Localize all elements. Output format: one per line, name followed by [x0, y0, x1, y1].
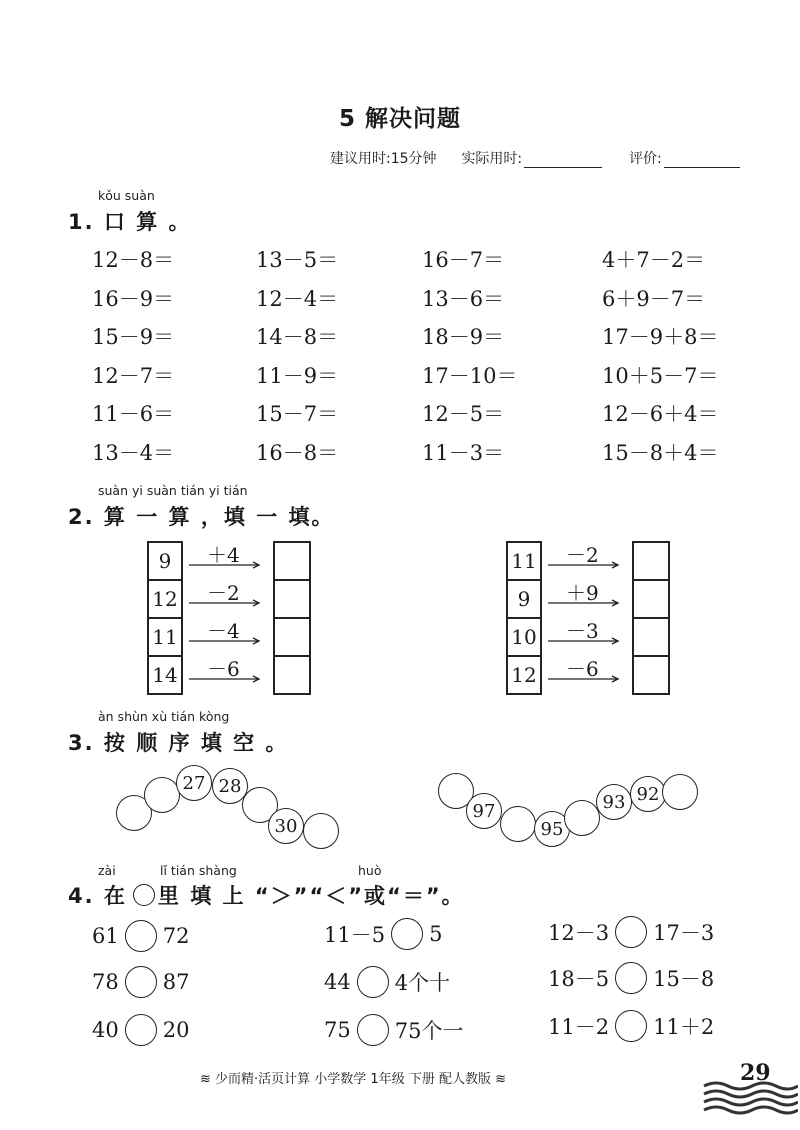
arrow-icon — [189, 675, 265, 683]
compare-circle[interactable] — [125, 966, 157, 998]
operation-label: －4 — [207, 619, 240, 643]
compare-item — [92, 966, 189, 998]
compare-right: 72 — [162, 924, 190, 948]
operation — [189, 655, 265, 693]
circle-icon — [133, 884, 155, 906]
problem-row — [92, 283, 732, 322]
q2-pinyin: suàn yi suàn tián yi tián — [98, 483, 248, 498]
compare-left: 18－5 — [548, 967, 610, 991]
number-circle: 97 — [466, 793, 502, 829]
chain-left — [147, 541, 309, 695]
operation-label: ＋9 — [566, 581, 599, 605]
blank-circle[interactable] — [144, 777, 180, 813]
arrow-icon — [189, 561, 265, 569]
arrow-icon — [548, 599, 624, 607]
input-number: 9 — [149, 543, 181, 581]
problem-row — [92, 244, 732, 283]
problem: 18－9＝ — [422, 325, 505, 349]
problem: 12－8＝ — [92, 248, 175, 272]
compare-right: 5 — [429, 922, 443, 946]
result-column — [273, 541, 311, 695]
q4-heading-start: 4. 在 — [68, 884, 127, 908]
problem-row — [92, 398, 732, 437]
problem: 17－9＋8＝ — [602, 325, 719, 349]
answer-box[interactable] — [275, 619, 309, 657]
q1-heading: 1. 口 算 。 — [68, 210, 192, 234]
compare-circle[interactable] — [357, 966, 389, 998]
answer-box[interactable] — [275, 581, 309, 619]
operation-label: －6 — [207, 657, 240, 681]
compare-left: 44 — [324, 970, 351, 994]
compare-left: 11－2 — [548, 1015, 610, 1039]
q4-pinyin-huo: huò — [358, 863, 382, 878]
operation-label: ＋4 — [207, 543, 240, 567]
number-circle: 28 — [212, 768, 248, 804]
blank-circle[interactable] — [564, 800, 600, 836]
problem: 11－9＝ — [256, 363, 339, 388]
number-circle: 95 — [534, 811, 570, 847]
q4-heading — [68, 880, 465, 910]
arrow-icon — [548, 637, 624, 645]
q4-heading-rest: 里 填 上 “＞”“＜”或“＝”。 — [157, 884, 465, 908]
operation — [548, 541, 624, 579]
input-number: 11 — [508, 543, 540, 581]
blank-circle[interactable] — [662, 774, 698, 810]
operation-label: －2 — [566, 543, 599, 567]
problem: 11－3＝ — [422, 440, 505, 465]
compare-circle[interactable] — [357, 1014, 389, 1046]
actual-time-field[interactable] — [524, 153, 602, 168]
arrow-icon — [548, 561, 624, 569]
operation-label: －3 — [566, 619, 599, 643]
input-number: 12 — [149, 581, 181, 619]
input-number: 10 — [508, 619, 540, 657]
actual-time-label: 实际用时: — [461, 151, 523, 167]
problem: 4＋7－2＝ — [602, 248, 706, 272]
arrow-icon — [189, 599, 265, 607]
compare-left: 11－5 — [324, 923, 386, 947]
operation — [548, 579, 624, 617]
blank-circle[interactable] — [303, 813, 339, 849]
compare-right: 20 — [162, 1018, 190, 1042]
compare-item — [92, 1014, 189, 1046]
mental-math-grid — [92, 244, 732, 475]
compare-item — [324, 918, 442, 950]
input-number: 14 — [152, 663, 178, 687]
problem: 13－4＝ — [92, 440, 175, 465]
answer-box[interactable] — [275, 657, 309, 693]
problem: 17－10＝ — [422, 363, 518, 388]
number-circle: 30 — [268, 808, 304, 844]
result-column — [632, 541, 670, 695]
compare-item — [548, 916, 714, 948]
arrow-icon — [548, 675, 624, 683]
compare-right: 4个十 — [394, 971, 451, 995]
problem: 10＋5－7＝ — [602, 363, 719, 388]
rating-field[interactable] — [664, 153, 740, 168]
operation — [189, 541, 265, 579]
compare-item — [324, 1014, 463, 1046]
compare-left: 75 — [324, 1018, 351, 1042]
compare-item — [324, 966, 450, 998]
q1-pinyin: kǒu suàn — [98, 188, 155, 203]
problem: 12－7＝ — [92, 363, 175, 388]
suggested-time: 建议用时:15分钟 — [330, 151, 437, 167]
q4-pinyin-li: lǐ tián shàng — [160, 863, 237, 878]
compare-item — [548, 1010, 714, 1042]
time-info — [330, 148, 740, 168]
input-number: 9 — [508, 581, 540, 619]
compare-left: 61 — [92, 924, 119, 948]
problem: 15－9＝ — [92, 325, 175, 349]
answer-box[interactable] — [275, 543, 309, 581]
answer-box[interactable] — [634, 657, 668, 693]
problem: 13－5＝ — [256, 248, 339, 272]
footer-text: ≋ 少而精·活页计算 小学数学 1年级 下册 配人教版 ≋ — [200, 1072, 506, 1087]
number-circle: 27 — [176, 765, 212, 801]
q4-pinyin-zai: zài — [98, 863, 116, 878]
problem: 16－9＝ — [92, 286, 175, 311]
page-title: 5 解决问题 — [338, 106, 461, 132]
problem: 16－7＝ — [422, 248, 505, 272]
input-column — [147, 541, 183, 695]
compare-circle[interactable] — [391, 918, 423, 950]
problem-row — [92, 360, 732, 399]
rating-label: 评价: — [629, 151, 662, 167]
compare-right: 87 — [162, 970, 190, 994]
problem: 14－8＝ — [256, 325, 339, 349]
compare-circle[interactable] — [125, 920, 157, 952]
compare-circle[interactable] — [615, 916, 647, 948]
q3-pinyin: àn shùn xù tián kòng — [98, 709, 230, 724]
operation-label: －2 — [207, 581, 240, 605]
compare-right: 11＋2 — [653, 1015, 715, 1039]
chain-right — [506, 541, 668, 695]
problem: 12－4＝ — [256, 286, 339, 311]
compare-circle[interactable] — [615, 1010, 647, 1042]
problem: 12－5＝ — [422, 402, 505, 426]
compare-item — [548, 962, 714, 994]
operation — [189, 617, 265, 655]
operation-label: －6 — [566, 657, 599, 681]
number-circle: 92 — [630, 776, 666, 812]
problem: 12－6＋4＝ — [602, 402, 719, 426]
problem-row — [92, 437, 732, 476]
input-number: 11 — [149, 619, 181, 657]
compare-right: 17－3 — [653, 921, 715, 945]
compare-right: 15－8 — [653, 967, 715, 991]
operation — [548, 655, 624, 693]
operation — [548, 617, 624, 655]
compare-left: 12－3 — [548, 921, 610, 945]
q2-heading: 2. 算 一 算 ，填 一 填。 — [68, 505, 335, 529]
problem: 15－7＝ — [256, 402, 339, 426]
problem: 6＋9－7＝ — [602, 286, 706, 311]
problem: 13－6＝ — [422, 286, 505, 311]
compare-left: 40 — [92, 1018, 119, 1042]
compare-left: 78 — [92, 970, 119, 994]
problem-row — [92, 321, 732, 360]
answer-box[interactable] — [634, 581, 668, 619]
answer-box[interactable] — [634, 619, 668, 657]
number-circle: 93 — [596, 784, 632, 820]
problem: 11－6＝ — [92, 402, 175, 426]
problem: 15－8＋4＝ — [602, 440, 719, 465]
input-number: 12 — [511, 663, 537, 687]
page-number: 29 — [740, 1060, 771, 1086]
compare-item — [92, 920, 189, 952]
answer-box[interactable] — [634, 543, 668, 581]
input-column — [506, 541, 542, 695]
operation — [189, 579, 265, 617]
problem: 16－8＝ — [256, 440, 339, 465]
blank-circle[interactable] — [500, 806, 536, 842]
arrow-icon — [189, 637, 265, 645]
compare-circle[interactable] — [125, 1014, 157, 1046]
compare-circle[interactable] — [615, 962, 647, 994]
q3-heading: 3. 按 顺 序 填 空 。 — [68, 731, 289, 755]
compare-right: 75个一 — [394, 1019, 464, 1043]
